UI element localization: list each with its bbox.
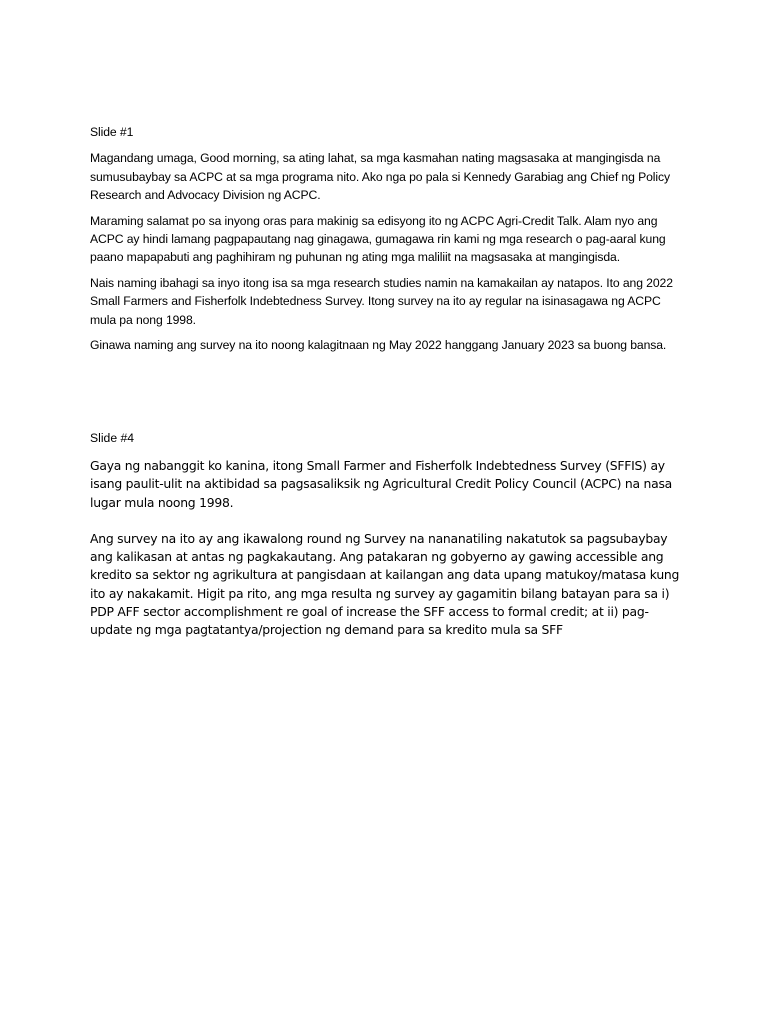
slide-1-paragraph-3: Nais naming ibahagi sa inyo itong isa sa mga research studies namin na kamakailan ay natapos. Ito ang 2022 Small Farmers and Fisherfolk Indebtedness Survey. Itong survey na ito ay regular na isinasagawa ng ACPC mula pa nong 1998.: [90, 276, 673, 327]
slide-1-paragraph-1: Magandang umaga, Good morning, sa ating lahat, sa mga kasmahan nating magsasaka at mangingisda na sumusubaybay sa ACPC at sa mga programa nito. Ako nga po pala si Kennedy Garabiag ang Chief ng Policy Research and Advocacy Division ng ACPC.: [90, 151, 670, 202]
slide-4-paragraph-1: Gaya ng nabanggit ko kanina, itong Small Farmer and Fisherfolk Indebtedness Survey (SFFIS) ay isang paulit-ulit na aktibidad sa pagsasaliksik ng Agricultural Credit Policy Council (ACPC) na nasa lugar mula noong 1998.: [90, 458, 673, 510]
slide-1-paragraph-2: Maraming salamat po sa inyong oras para makinig sa edisyong ito ng ACPC Agri-Credit Talk. Alam nyo ang ACPC ay hindi lamang pagpapautang nag ginagawa, gumagawa rin kami ng mga research o pag-aaral kung paano mapapabuti ang paghihiram ng puhunan ng ating mga maliliit na magsasaka at mangingisda.: [90, 213, 666, 265]
slide-1-paragraph-4: Ginawa naming ang survey na ito noong kalagitnaan ng May 2022 hanggang January 2023 sa buong bansa.: [90, 338, 667, 353]
slide-4-heading: Slide #4: [90, 431, 135, 445]
slide-1-section: [90, 123, 682, 362]
slide-1-heading: Slide #1: [90, 125, 134, 139]
slide-4-section: [90, 429, 690, 658]
slide-4-paragraph-2: Ang survey na ito ay ang ikawalong round ng Survey na nananatiling nakatutok sa pagsubaybay ang kalikasan at antas ng pagkakautang. Ang patakaran ng gobyerno ay gawing accessible ang kredito sa sektor ng agrikultura at pangisdaan at kailangan ang data upang matukoy/matasa kung ito ay nakakamit. Higit pa rito, ang mga resulta ng survey ay gagamitin bilang batayan para sa i) PDP AFF sector accomplishment re goal of increase the SFF access to formal credit; at ii) pag-update ng mga pagtatantya/projection ng demand para sa kredito mula sa SFF: [90, 530, 680, 638]
